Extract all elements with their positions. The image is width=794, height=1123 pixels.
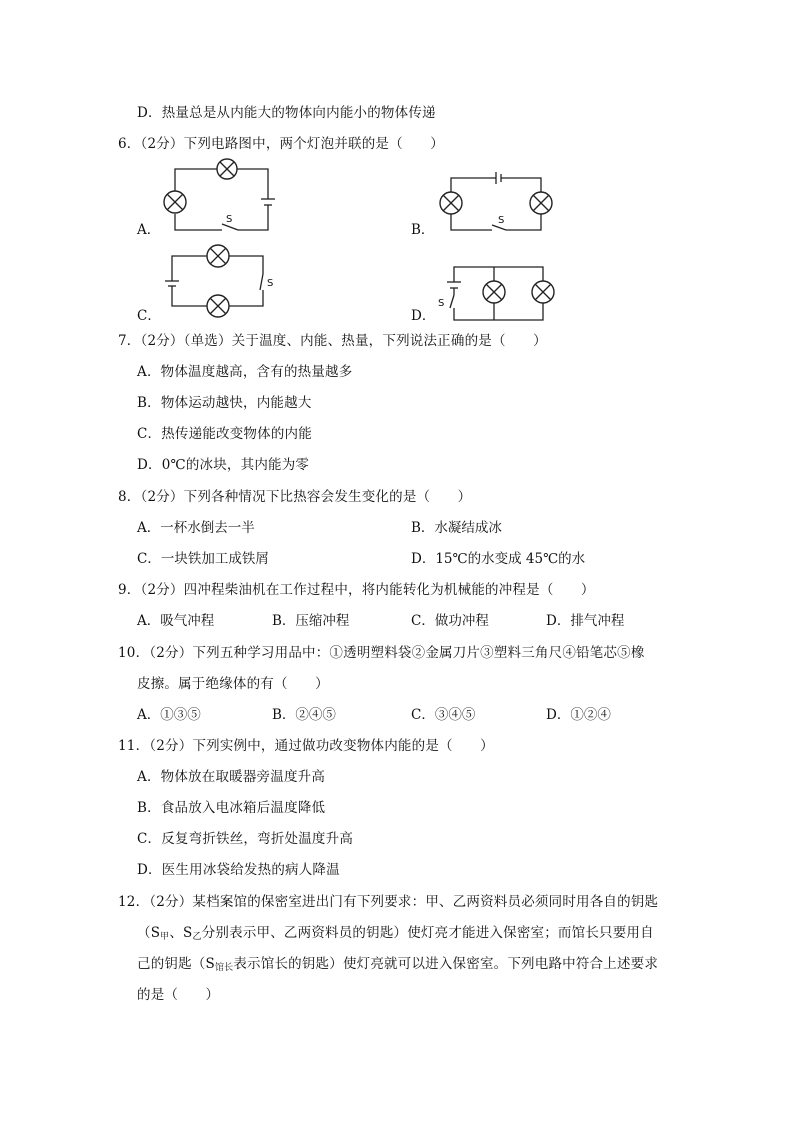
q11-option-c: C．反复弯折铁丝，弯折处温度升高 <box>137 831 354 847</box>
q6-label-c: C． <box>137 308 161 324</box>
q6-circuit-c <box>160 244 280 322</box>
q12-stem-line3: 己的钥匙（$S_{馆长}$表示馆长的钥匙）使灯亮就可以进入保密室。下列电路中符合上述要求 <box>137 956 659 973</box>
q6-stem: 6．（2分）下列电路图中，两个灯泡并联的是（ ） <box>118 136 444 152</box>
q9-option-c: C．做功冲程 <box>411 613 489 629</box>
q6-a-switch-label: S <box>226 214 233 225</box>
q9-option-d: D．排气冲程 <box>546 613 625 629</box>
q12-sub-guanzhang: 馆长 <box>214 963 234 973</box>
q11-stem: 11．（2分）下列实例中，通过做功改变物体内能的是（ ） <box>118 738 494 754</box>
q11-option-a: A．物体放在取暖器旁温度升高 <box>137 769 326 785</box>
q10-option-b: B．②④⑤ <box>272 707 336 723</box>
q7-option-b: B．物体运动越快，内能越大 <box>137 395 312 411</box>
q5-option-d: D．热量总是从内能大的物体向内能小的物体传递 <box>137 105 436 121</box>
q8-option-c: C．一块铁加工成铁屑 <box>137 551 269 567</box>
q7-option-d: D．0℃的冰块，其内能为零 <box>137 457 310 473</box>
q6-d-switch-label: S <box>438 298 445 309</box>
q7-option-a: A．物体温度越高，含有的热量越多 <box>137 364 353 380</box>
q8-option-b: B．水凝结成冰 <box>411 520 502 536</box>
q12-stem-line1: 12．（2分）某档案馆的保密室进出门有下列要求：甲、乙两资料员必须同时用各自的钥匙 <box>118 894 659 910</box>
q9-option-b: B．压缩冲程 <box>272 613 350 629</box>
q12-stem-line2: （$S_甲$、$S_乙$分别表示甲、乙两资料员的钥匙）使灯亮才能进入保密室；而馆长只要用自 <box>137 925 654 942</box>
q10-stem-line1: 10．（2分）下列五种学习用品中：①透明塑料袋②金属刀片③塑料三角尺④铅笔芯⑤橡 <box>118 645 645 661</box>
q11-option-d: D．医生用冰袋给发热的病人降温 <box>137 862 340 878</box>
q12-sub-jia: 甲 <box>160 932 170 942</box>
q10-stem-line2: 皮擦。属于绝缘体的有（ ） <box>137 676 329 692</box>
q6-circuit-b <box>436 170 561 240</box>
q8-option-a: A．一杯水倒去一半 <box>137 520 255 536</box>
q10-option-a: A．①③⑤ <box>137 707 201 723</box>
q6-circuit-d <box>440 262 560 327</box>
q12-stem-line4: 的是（ ） <box>137 987 220 1003</box>
q6-label-b: B． <box>411 222 435 238</box>
q10-option-c: C．③④⑤ <box>411 707 476 723</box>
q8-option-d: D．15℃的水变成 45℃的水 <box>411 551 586 567</box>
q12-sub-yi: 乙 <box>192 932 202 942</box>
q8-stem: 8．（2分）下列各种情况下比热容会发生变化的是（ ） <box>118 489 472 505</box>
q9-option-a: A．吸气冲程 <box>137 613 215 629</box>
q7-option-c: C．热传递能改变物体的内能 <box>137 426 312 442</box>
q6-c-switch-label: S <box>267 278 274 289</box>
q6-circuit-a <box>160 164 280 239</box>
q9-stem: 9．（2分）四冲程柴油机在工作过程中，将内能转化为机械能的冲程是（ ） <box>118 582 595 598</box>
q10-option-d: D．①②④ <box>546 707 611 723</box>
q6-label-d: D． <box>411 308 436 324</box>
q6-b-switch-label: S <box>498 215 505 226</box>
q6-label-a: A． <box>137 222 161 238</box>
q7-stem: 7．（2分）（单选）关于温度、内能、热量，下列说法正确的是（ ） <box>118 333 547 349</box>
q11-option-b: B．食品放入电冰箱后温度降低 <box>137 800 326 816</box>
